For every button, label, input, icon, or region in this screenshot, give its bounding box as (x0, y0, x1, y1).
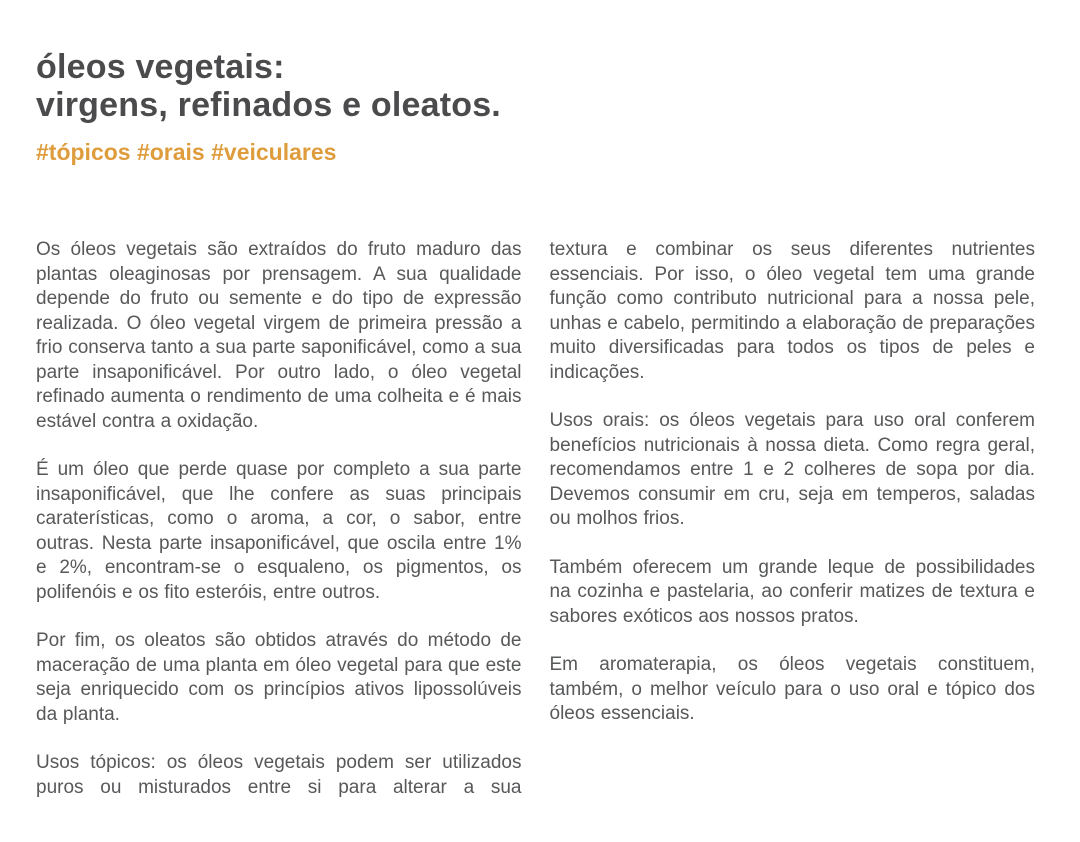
paragraph-usos-topicos: Usos tópicos: os óleos vegetais podem ser utilizados puros ou misturados entre si para alterar a sua (36, 752, 522, 798)
paragraph-usos-orais: Usos orais: os óleos vegetais para uso oral conferem benefícios nutricionais à nossa dieta. Como regra geral, recomendamos entre 1 e 2 colheres de sopa por dia. Devemos consumir em cru, seja em temperos, saladas ou molhos frios. (549, 410, 1035, 529)
left-column (36, 238, 522, 800)
article-body (36, 238, 1035, 800)
paragraph-usos-topicos-continuation: textura e combinar os seus diferentes nutrientes essenciais. Por isso, o óleo vegetal tem uma grande função como contributo nutricional para a nossa pele, unhas e cabelo, permitindo a elaboração de preparações muito diversificadas para todos os tipos de peles e indicações. (549, 239, 1035, 383)
paragraph-aromaterapia: Em aromaterapia, os óleos vegetais constituem, também, o melhor veículo para o uso oral e tópico dos óleos essenciais. (549, 654, 1035, 724)
paragraph-insaponificavel: É um óleo que perde quase por completo a sua parte insaponificável, que lhe confere as suas principais caraterísticas, como o aroma, a cor, o sabor, entre outras. Nesta parte insaponificável, que oscila entre 1% e 2%, encontram-se o esqualeno, os pigmentos, os polifenóis e os fito esteróis, entre outros. (36, 459, 522, 603)
page-title-line2: virgens, refinados e oleatos. (36, 86, 501, 124)
page-title-line1: óleos vegetais: (36, 48, 285, 86)
paragraph-extraction: Os óleos vegetais são extraídos do fruto maduro das plantas oleaginosas por prensagem. A sua qualidade depende do fruto ou semente e do tipo de expressão realizada. O óleo vegetal virgem de primeira pressão a frio conserva tanto a sua parte saponificável, como a sua parte insaponificável. Por outro lado, o óleo vegetal refinado aumenta o rendimento de uma colheita e é mais estável contra a oxidação. (36, 239, 522, 432)
hashtags-line: #tópicos #orais #veiculares (36, 139, 337, 165)
document-header (0, 0, 1080, 165)
page-title (36, 48, 1035, 124)
paragraph-oleatos: Por fim, os oleatos são obtidos através do método de maceração de uma planta em óleo vegetal para que este seja enriquecido com os princípios ativos lipossolúveis da planta. (36, 630, 522, 725)
right-column (550, 238, 1036, 800)
paragraph-cozinha: Também oferecem um grande leque de possibilidades na cozinha e pastelaria, ao conferir matizes de textura e sabores exóticos aos nossos pratos. (549, 556, 1035, 627)
